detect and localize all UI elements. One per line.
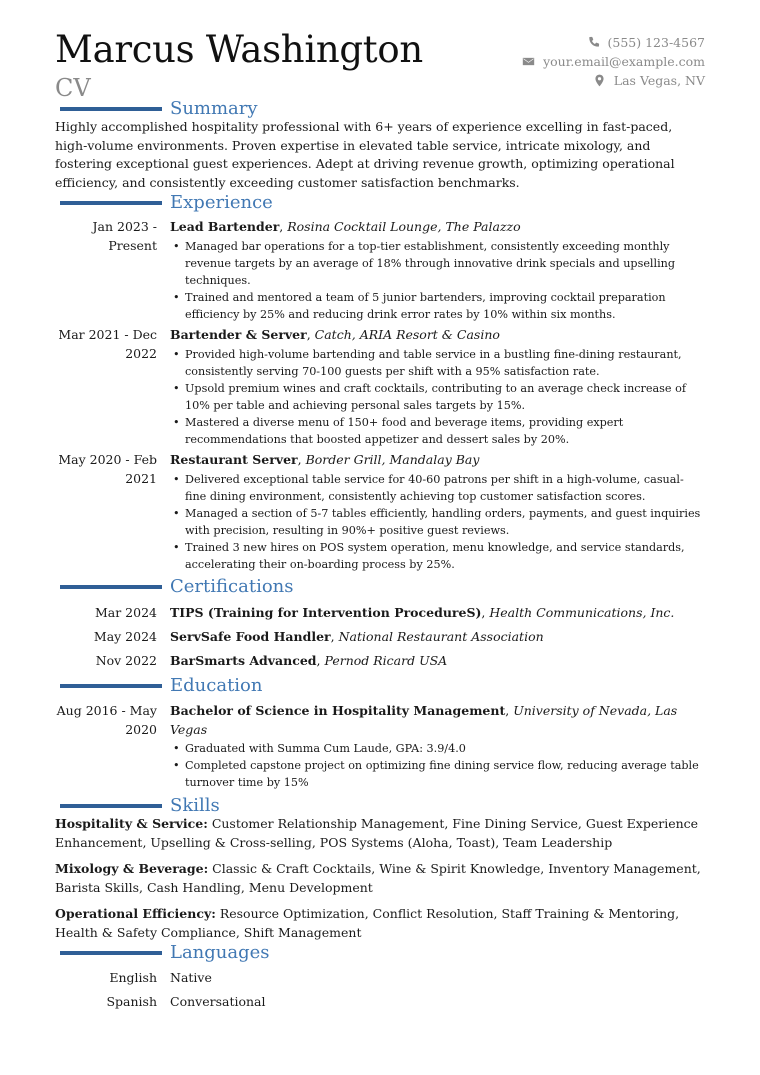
entry-title: Restaurant Server, Border Grill, Mandalay Bay — [170, 452, 480, 467]
bullet-item: • Upsold premium wines and craft cocktails, contributing to an average check increase of 10% per table and achieving personal sales targets by 15%. — [170, 380, 705, 414]
bullet-item: • Trained 3 new hires on POS system operation, menu knowledge, and service standards, accelerating their on-boarding process by 25%. — [170, 539, 705, 573]
email-text: your.email@example.com — [543, 54, 705, 69]
experience-heading — [60, 192, 273, 214]
languages-heading — [60, 942, 270, 964]
entry-date: Mar 2021 - Dec 2022 — [58, 327, 157, 361]
section-accent-bar — [60, 684, 162, 688]
section-title: Skills — [170, 795, 220, 816]
skill-group — [55, 860, 705, 897]
section-title: Certifications — [170, 576, 294, 597]
location-text: Las Vegas, NV — [613, 73, 705, 88]
skill-group — [55, 905, 705, 942]
cert-name: ServSafe Food Handler — [170, 629, 331, 644]
skill-group — [55, 815, 705, 852]
document-subtitle: CV — [55, 74, 91, 102]
cert-issuer: Pernod Ricard USA — [324, 653, 448, 668]
entry-bullets — [170, 346, 705, 448]
certification-item: May 2024 ServSafe Food Handler, National Restaurant Association — [55, 627, 705, 647]
entry-org: Catch, ARIA Resort & Casino — [314, 327, 500, 342]
cert-date: Mar 2024 — [94, 605, 157, 620]
entry-title: Bachelor of Science in Hospitality Management, University of Nevada, Las Vegas — [170, 703, 678, 737]
entry-degree: Bachelor of Science in Hospitality Management — [170, 703, 506, 718]
certification-item: Nov 2022 BarSmarts Advanced, Pernod Ricard USA — [55, 651, 705, 671]
entry-date: Aug 2016 - May 2020 — [56, 703, 157, 737]
entry-date: Jan 2023 - Present — [92, 219, 157, 253]
cv-header — [55, 28, 705, 100]
envelope-icon — [522, 55, 535, 68]
section-accent-bar — [60, 951, 162, 955]
section-title: Languages — [170, 942, 270, 963]
section-title: Experience — [170, 192, 273, 213]
contact-location — [522, 71, 705, 90]
cert-name: TIPS (Training for Intervention ProcedureS) — [170, 605, 482, 620]
bullet-item: • Trained and mentored a team of 5 junior bartenders, improving cocktail preparation efficiency by 25% and reducing drink error rates by 10% within six months. — [170, 289, 705, 323]
entry-org: Border Grill, Mandalay Bay — [305, 452, 480, 467]
language-name: Spanish — [106, 994, 157, 1009]
entry-date: May 2020 - Feb 2021 — [58, 452, 157, 486]
cert-date: May 2024 — [93, 629, 157, 644]
phone-icon — [587, 36, 600, 49]
section-accent-bar — [60, 585, 162, 589]
map-pin-icon — [593, 74, 606, 87]
cert-issuer: National Restaurant Association — [338, 629, 544, 644]
section-accent-bar — [60, 107, 162, 111]
bullet-item: • Delivered exceptional table service for 40-60 patrons per shift in a high-volume, casual-fine dining environment, consistently achieving top customer satisfaction scores. — [170, 471, 705, 505]
summary-text: Highly accomplished hospitality professional with 6+ years of experience excelling in fast-paced, high-volume environments. Proven expertise in elevated table service, intricate mixology, and fostering exceptional guest experiences. Adept at driving revenue growth, optimizing operational efficiency, and consistently exceeding customer satisfaction benchmarks. — [55, 119, 675, 190]
entry-institution: University of Nevada, Las Vegas — [170, 703, 678, 737]
entry-org: Rosina Cocktail Lounge, The Palazzo — [287, 219, 521, 234]
contact-email[interactable] — [522, 52, 705, 71]
education-heading — [60, 675, 263, 697]
entry-bullets — [170, 740, 705, 791]
bullet-item: • Graduated with Summa Cum Laude, GPA: 3.9/4.0 — [170, 740, 705, 757]
cert-name: BarSmarts Advanced — [170, 653, 317, 668]
skill-text: Classic & Craft Cocktails, Wine & Spirit Knowledge, Inventory Management, Barista Skills, Cash Handling, Menu Development — [55, 861, 701, 895]
certifications-heading — [60, 576, 294, 598]
skill-text: Customer Relationship Management, Fine Dining Service, Guest Experience Enhancement, Upselling & Cross-selling, POS Systems (Aloha, Toast), Team Leadership — [55, 816, 699, 850]
section-accent-bar — [60, 804, 162, 808]
language-item — [55, 992, 705, 1012]
entry-title: Lead Bartender, Rosina Cocktail Lounge, The Palazzo — [170, 219, 521, 234]
phone-text: (555) 123-4567 — [607, 35, 705, 50]
entry-bullets — [170, 238, 705, 323]
language-item — [55, 968, 705, 988]
summary-heading — [60, 98, 258, 120]
bullet-item: • Managed a section of 5-7 tables efficiently, handling orders, payments, and guest inquiries with precision, resulting in 90%+ positive guest reviews. — [170, 505, 705, 539]
candidate-name: Marcus Washington — [55, 28, 423, 71]
certification-item: Mar 2024 TIPS (Training for Intervention ProcedureS), Health Communications, Inc. — [55, 603, 705, 623]
cert-issuer: Health Communications, Inc. — [489, 605, 675, 620]
entry-title: Bartender & Server, Catch, ARIA Resort & Casino — [170, 327, 500, 342]
bullet-item: • Managed bar operations for a top-tier establishment, consistently exceeding monthly revenue targets by an average of 18% through innovative drink specials and upselling techniques. — [170, 238, 705, 289]
skill-text: Resource Optimization, Conflict Resolution, Staff Training & Mentoring, Health & Safety Compliance, Shift Management — [55, 906, 680, 940]
skill-label: Hospitality & Service: — [55, 816, 208, 831]
cert-date: Nov 2022 — [95, 653, 157, 668]
skill-label: Mixology & Beverage: — [55, 861, 209, 876]
skill-label: Operational Efficiency: — [55, 906, 216, 921]
bullet-item: • Provided high-volume bartending and table service in a bustling fine-dining restaurant, consistently serving 70-100 guests per shift with a 95% satisfaction rate. — [170, 346, 705, 380]
language-name: English — [109, 970, 157, 985]
entry-role: Bartender & Server — [170, 327, 307, 342]
bullet-item: • Mastered a diverse menu of 150+ food and beverage items, providing expert recommendations that boosted appetizer and dessert sales by 20%. — [170, 414, 705, 448]
entry-bullets — [170, 471, 705, 573]
language-level: Native — [170, 970, 212, 985]
contact-info — [522, 33, 705, 90]
section-title: Education — [170, 675, 263, 696]
section-title: Summary — [170, 98, 258, 119]
skills-heading — [60, 795, 220, 817]
bullet-item: • Completed capstone project on optimizing fine dining service flow, reducing average table turnover time by 15% — [170, 757, 705, 791]
entry-role: Lead Bartender — [170, 219, 280, 234]
contact-phone[interactable] — [522, 33, 705, 52]
entry-role: Restaurant Server — [170, 452, 298, 467]
section-accent-bar — [60, 201, 162, 205]
language-level: Conversational — [170, 994, 266, 1009]
